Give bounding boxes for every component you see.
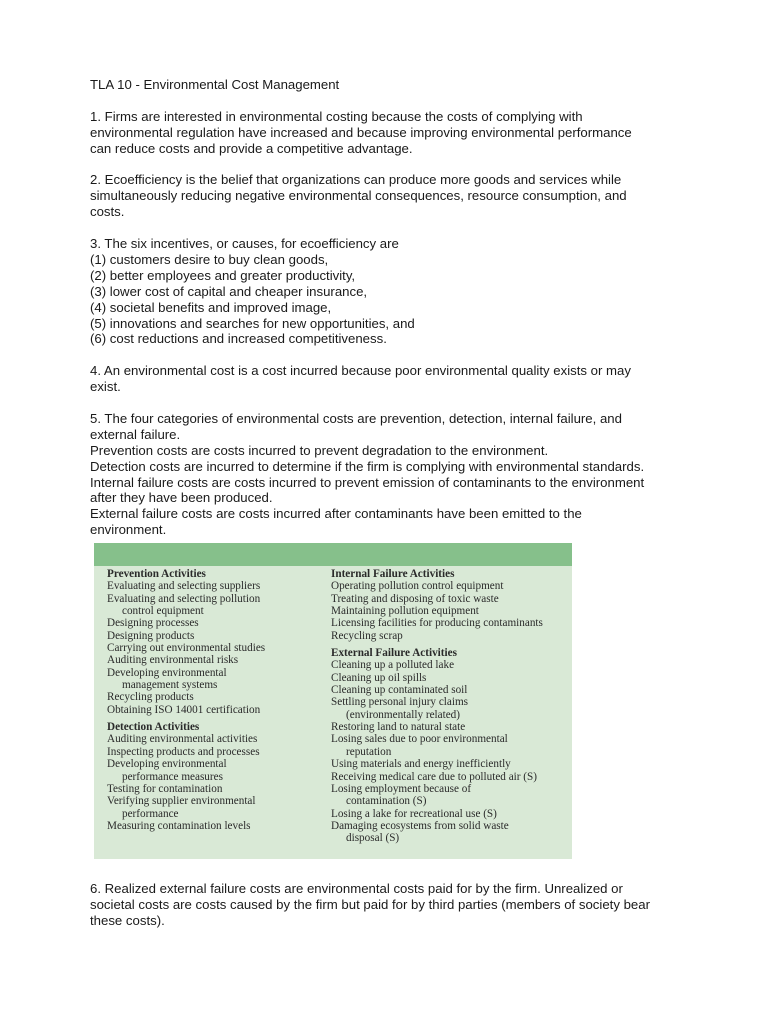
document-body [90,77,690,538]
figure-header-bar [94,543,572,566]
activity-item: performance measures [122,770,223,783]
activity-item: Developing environmental [107,666,227,679]
internal-failure-activities-list [331,580,543,642]
activity-item: Cleaning up oil spills [331,671,427,684]
document-title: TLA 10 - Environmental Cost Management [90,77,340,92]
activity-item: Losing sales due to poor environmental [331,733,508,746]
paragraph-2 [90,172,690,220]
activity-item: Verifying supplier environmental [107,795,256,808]
paragraph-line: 6. Realized external failure costs are environmental costs paid for by the firm. Unrealized or [90,881,623,896]
activity-item: Losing a lake for recreational use (S) [331,807,497,820]
paragraph-6 [90,881,710,929]
activity-item: contamination (S) [346,795,427,808]
activity-item: control equipment [122,605,204,618]
activity-item: Restoring land to natural state [331,721,466,734]
activity-item: Treating and disposing of toxic waste [331,592,499,605]
activity-item: Cleaning up contaminated soil [331,684,468,697]
activity-item: performance [122,807,179,820]
detection-heading: Detection Activities [107,721,200,734]
paragraph-line: 4. An environmental cost is a cost incurred because poor environmental quality exists or may [90,363,631,379]
activity-item: Designing processes [107,617,199,630]
paragraph-line: simultaneously reducing negative environmental consequences, resource consumption, and [90,188,627,204]
paragraph-line: 5. The four categories of environmental costs are prevention, detection, internal failure, and [90,410,622,426]
external-failure-heading: External Failure Activities [331,647,457,660]
prevention-activities-list [107,580,265,716]
paragraph-5 [90,411,690,538]
paragraph-4 [90,363,690,395]
paragraph-line: exist. [90,379,121,395]
activity-item: Receiving medical care due to polluted air (S) [331,770,537,783]
paragraph-line: 1. Firms are interested in environmental costing because the costs of complying with [90,108,583,124]
paragraph-line: environment. [90,522,167,538]
activity-item: Operating pollution control equipment [331,580,504,593]
detection-activities-list [107,733,265,832]
activity-item: Inspecting products and processes [107,745,260,758]
paragraph-1 [90,109,690,157]
paragraph-line: can reduce costs and provide a competitive advantage. [90,140,413,156]
activity-item: Recycling scrap [331,629,403,642]
activity-item: Cleaning up a polluted lake [331,659,455,672]
paragraph-line: these costs). [90,912,165,928]
activity-item: (environmentally related) [346,708,460,721]
paragraph-line: Internal failure costs are costs incurred to prevent emission of contaminants to the environment [90,474,645,490]
activity-item: Using materials and energy inefficiently [331,758,511,771]
paragraph-line: environmental regulation have increased and because improving environmental performance [90,124,632,140]
activity-item: Losing employment because of [331,782,472,795]
paragraph-line: after they have been produced. [90,490,273,506]
paragraph-line: Detection costs are incurred to determine if the firm is complying with environmental standards. [90,458,645,474]
activity-item: Settling personal injury claims [331,696,469,709]
activity-item: Developing environmental [107,758,227,771]
activity-item: Auditing environmental activities [107,733,258,746]
paragraph-line: 2. Ecoefficiency is the belief that organizations can produce more goods and services while [90,172,622,188]
activity-item: Evaluating and selecting suppliers [107,580,261,593]
activity-item: Carrying out environmental studies [107,642,266,655]
list-item: (3) lower cost of capital and cheaper insurance, [90,283,368,299]
activity-item: Auditing environmental risks [107,654,239,667]
activity-item: Measuring contamination levels [107,819,251,832]
paragraph-line: Prevention costs are costs incurred to prevent degradation to the environment. [90,442,549,458]
activity-item: Testing for contamination [107,782,223,795]
figure-right-column [331,568,543,845]
figure-left-column [107,568,265,832]
paragraph-line: societal costs are costs caused by the firm but paid for by third parties (members of society bear [90,896,650,912]
list-item: (1) customers desire to buy clean goods, [90,251,329,267]
activity-item: Recycling products [107,691,194,704]
activity-item: reputation [346,745,392,758]
paragraph-line: external failure. [90,426,181,442]
prevention-heading: Prevention Activities [107,568,206,580]
external-failure-activities-list [331,659,543,844]
internal-failure-heading: Internal Failure Activities [331,568,455,580]
activity-item: management systems [122,679,218,692]
paragraph-line: External failure costs are costs incurred after contaminants have been emitted to the [90,506,582,522]
activity-item: Maintaining pollution equipment [331,605,479,618]
environmental-cost-activities-figure [94,543,572,859]
activity-item: Damaging ecosystems from solid waste [331,819,509,832]
activity-item: disposal (S) [346,832,400,845]
activity-item: Obtaining ISO 14001 certification [107,703,261,716]
activity-item: Licensing facilities for producing contaminants [331,617,543,630]
list-item: (2) better employees and greater productivity, [90,267,356,283]
paragraph-line: 3. The six incentives, or causes, for ecoefficiency are [90,236,399,252]
activity-item: Designing products [107,629,195,642]
paragraph-3 [90,236,690,347]
activity-item: Evaluating and selecting pollution [107,592,261,605]
paragraph-line: costs. [90,204,125,220]
list-item: (5) innovations and searches for new opportunities, and [90,315,415,331]
list-item: (4) societal benefits and improved image, [90,299,332,315]
list-item: (6) cost reductions and increased competitiveness. [90,331,387,347]
